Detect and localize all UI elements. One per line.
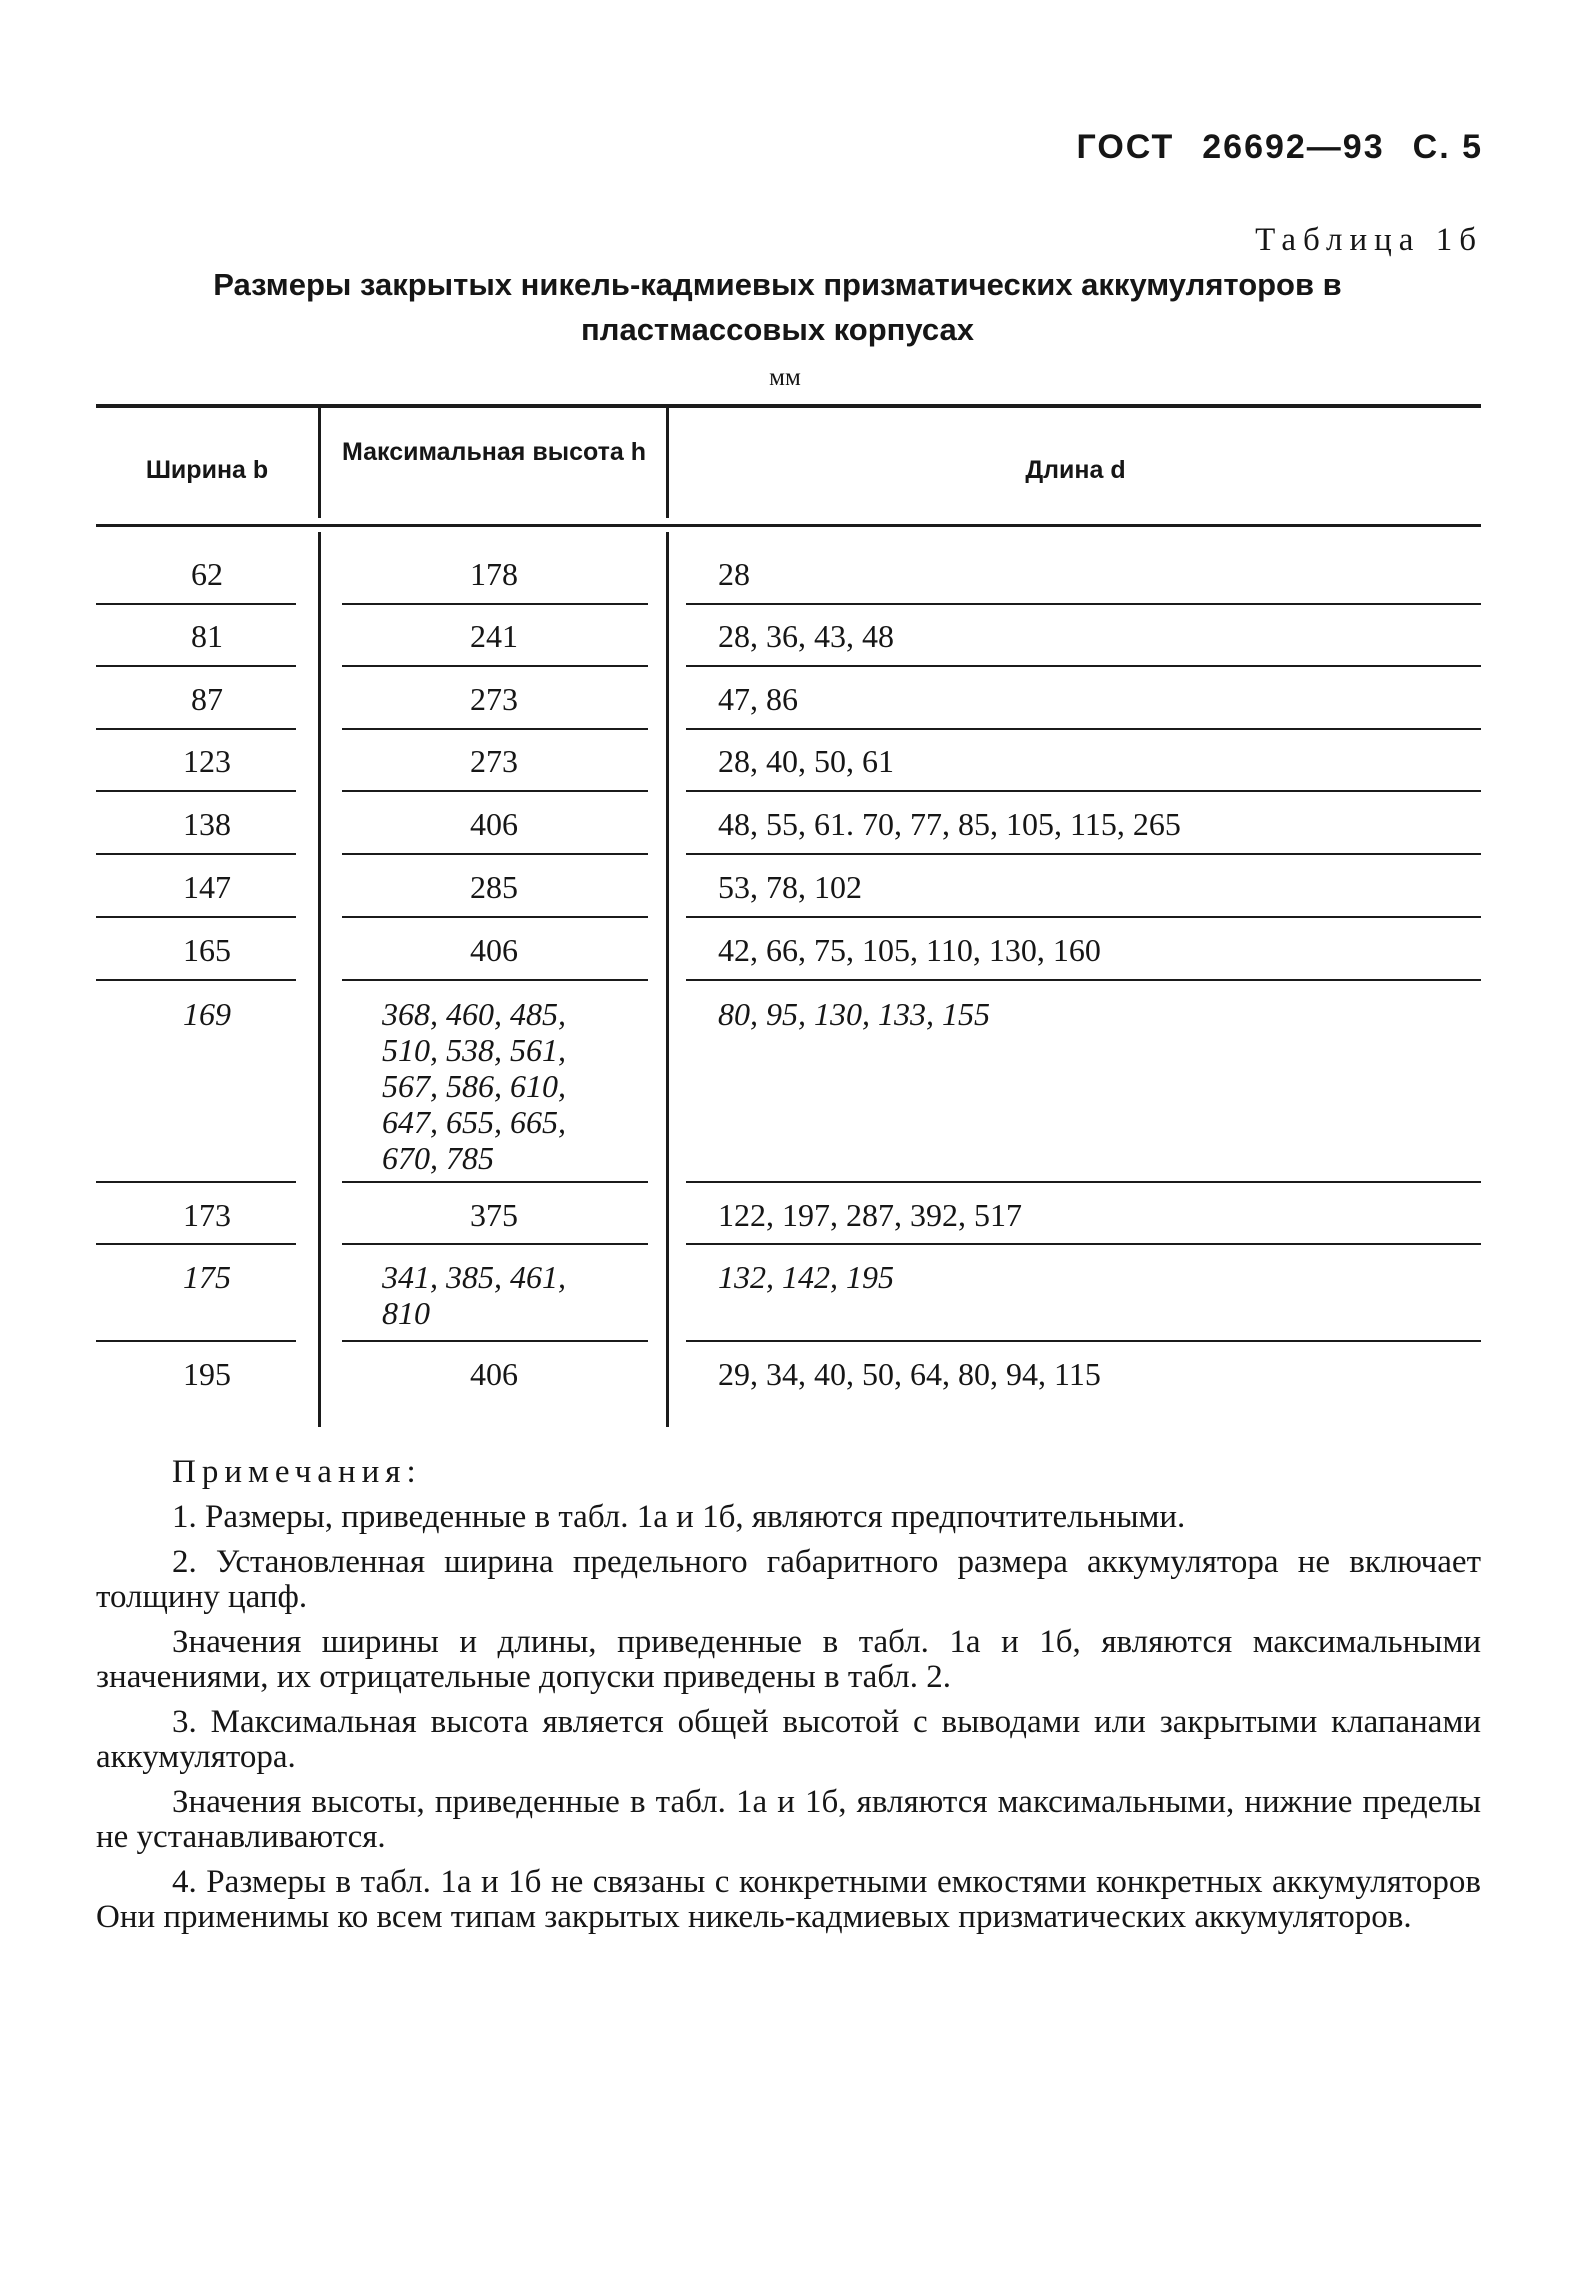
cell-length: 132, 142, 195	[718, 1259, 894, 1295]
cell-height: 273	[470, 743, 518, 779]
cell-length: 28, 36, 43, 48	[718, 618, 894, 654]
row-rule	[342, 603, 648, 605]
row-rule	[686, 603, 1481, 605]
cell-width: 87	[191, 681, 223, 717]
row-rule	[686, 790, 1481, 792]
cell-height: 406	[470, 932, 518, 968]
cell-width: 165	[183, 932, 231, 968]
cell-length: 28	[718, 556, 750, 592]
cell-width: 81	[191, 618, 223, 654]
row-rule	[342, 1243, 648, 1245]
row-rule	[686, 979, 1481, 981]
row-rule	[686, 1181, 1481, 1183]
row-rule	[96, 853, 296, 855]
row-rule	[686, 916, 1481, 918]
header-divider-2	[666, 408, 669, 518]
notes-list	[96, 1500, 1481, 1935]
row-rule	[342, 853, 648, 855]
notes-title: Примечания:	[172, 1454, 422, 1490]
row-rule	[686, 665, 1481, 667]
row-rule	[686, 853, 1481, 855]
col-header-width: Ширина b	[145, 456, 269, 484]
cell-height: 368, 460, 485, 510, 538, 561, 567, 586, 610, 647, 655, 665, 670, 785	[382, 996, 566, 1176]
row-rule	[342, 1181, 648, 1183]
cell-height: 406	[470, 1356, 518, 1392]
col-header-height: Максимальная высота h	[342, 438, 646, 466]
header-page: С. 5	[1412, 128, 1483, 166]
cell-length: 28, 40, 50, 61	[718, 743, 894, 779]
header-number: 26692—93	[1202, 128, 1385, 166]
cell-height: 341, 385, 461, 810	[382, 1259, 566, 1331]
cell-height: 406	[470, 806, 518, 842]
cell-height: 285	[470, 869, 518, 905]
cell-length: 47, 86	[718, 681, 798, 717]
cell-length: 80, 95, 130, 133, 155	[718, 996, 990, 1032]
table-title: Размеры закрытых никель-кадмиевых призматических аккумуляторов в пластмассовых корпусах	[213, 267, 1342, 347]
note-item: 4. Размеры в табл. 1а и 1б не связаны с конкретными емкостями конкретных аккумуляторов Они применимы ко всем типам закрытых никель-кадмиевых призматических аккумуляторов.	[96, 1864, 1481, 1935]
row-rule	[342, 1340, 648, 1342]
col-header-length: Длина d	[1025, 456, 1126, 484]
note-item: 3. Максимальная высота является общей высотой с выводами или закрытыми клапанами аккумулятора.	[96, 1704, 1481, 1775]
cell-height: 273	[470, 681, 518, 717]
table-label: Таблица 1б	[1255, 222, 1483, 258]
row-rule	[96, 1181, 296, 1183]
header-divider-1	[318, 408, 321, 518]
cell-length: 42, 66, 75, 105, 110, 130, 160	[718, 932, 1101, 968]
note-item: Значения высоты, приведенные в табл. 1а и 1б, являются максимальными, нижние пределы не устанавливаются.	[96, 1784, 1481, 1855]
row-rule	[96, 790, 296, 792]
row-rule	[96, 916, 296, 918]
cell-width: 123	[183, 743, 231, 779]
cell-length: 122, 197, 287, 392, 517	[718, 1197, 1022, 1233]
cell-width: 138	[183, 806, 231, 842]
cell-height: 241	[470, 618, 518, 654]
table-units: мм	[769, 364, 801, 391]
row-rule	[342, 916, 648, 918]
row-rule	[96, 728, 296, 730]
cell-length: 48, 55, 61. 70, 77, 85, 105, 115, 265	[718, 806, 1181, 842]
row-rule	[686, 728, 1481, 730]
cell-width: 175	[183, 1259, 231, 1295]
cell-length: 29, 34, 40, 50, 64, 80, 94, 115	[718, 1356, 1101, 1392]
cell-width: 169	[183, 996, 231, 1032]
note-item: Значения ширины и длины, приведенные в табл. 1а и 1б, являются максимальными значениями, их отрицательные допуски приведены в табл. 2.	[96, 1624, 1481, 1695]
table-top-rule	[96, 404, 1481, 408]
row-rule	[96, 1243, 296, 1245]
row-rule	[96, 665, 296, 667]
body-divider-2	[666, 532, 669, 1427]
cell-width: 62	[191, 556, 223, 592]
cell-height: 178	[470, 556, 518, 592]
row-rule	[342, 790, 648, 792]
row-rule	[686, 1243, 1481, 1245]
row-rule	[686, 1340, 1481, 1342]
notes	[96, 1455, 1481, 1945]
row-rule	[96, 1340, 296, 1342]
row-rule	[342, 728, 648, 730]
row-rule	[342, 979, 648, 981]
cell-width: 147	[183, 869, 231, 905]
row-rule	[96, 979, 296, 981]
row-rule	[96, 603, 296, 605]
page-header	[1049, 128, 1483, 167]
cell-length: 53, 78, 102	[718, 869, 862, 905]
cell-height: 375	[470, 1197, 518, 1233]
cell-width: 173	[183, 1197, 231, 1233]
row-rule	[342, 665, 648, 667]
table-header-rule	[96, 524, 1481, 527]
note-item: 1. Размеры, приведенные в табл. 1а и 1б, являются предпочтительными.	[172, 1499, 1186, 1535]
header-standard: ГОСТ	[1076, 128, 1175, 166]
body-divider-1	[318, 532, 321, 1427]
note-item: 2. Установленная ширина предельного габаритного размера аккумулятора не включает толщину цапф.	[96, 1544, 1481, 1615]
cell-width: 195	[183, 1356, 231, 1392]
